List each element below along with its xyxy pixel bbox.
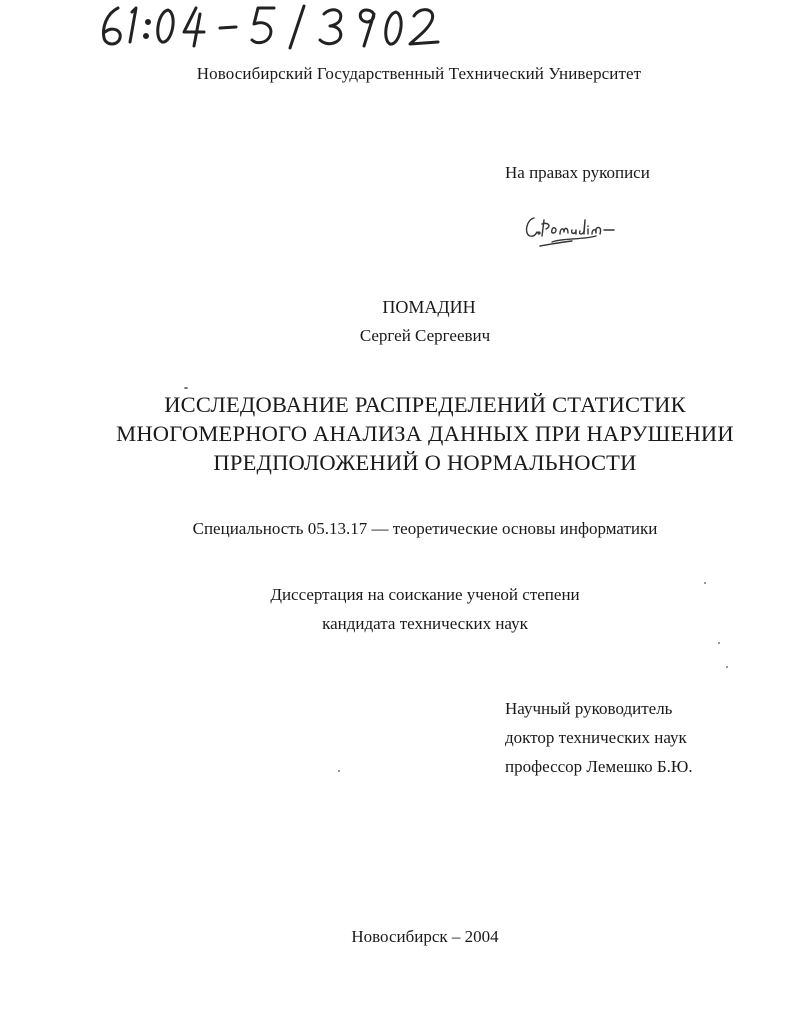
city-year: Новосибирск – 2004 [351, 927, 499, 946]
scan-speck [726, 666, 728, 668]
scan-speck [338, 770, 340, 772]
advisor-line: доктор технических наук [505, 728, 687, 747]
author-signature [522, 212, 632, 252]
scan-speck [704, 582, 706, 584]
author-given-name: Сергей Сергеевич [359, 326, 491, 345]
signature-handwriting [522, 212, 632, 252]
dissertation-title [28, 390, 794, 477]
title-line: МНОГОМЕРНОГО АНАЛИЗА ДАННЫХ ПРИ НАРУШЕНИИ [116, 421, 734, 446]
author-surname: ПОМАДИН [382, 297, 476, 317]
archive-stamp-handwriting [96, 0, 456, 52]
advisor-line: Научный руководитель [505, 699, 673, 718]
scan-speck [184, 387, 188, 389]
degree-line: Диссертация на соискание ученой степени [270, 585, 580, 604]
rights-note: На правах рукописи [505, 163, 650, 182]
degree-line: кандидата технических наук [322, 614, 528, 633]
specialty-line: Специальность 05.13.17 — теоретические основы информатики [192, 519, 658, 538]
university-name: Новосибирский Государственный Технический Университет [196, 64, 642, 83]
title-line: ПРЕДПОЛОЖЕНИЙ О НОРМАЛЬНОСТИ [213, 450, 637, 475]
degree-statement [28, 580, 794, 638]
scientific-advisor [505, 694, 693, 781]
archive-stamp [96, 0, 456, 52]
advisor-line: профессор Лемешко Б.Ю. [505, 757, 693, 776]
scan-speck [718, 642, 720, 644]
title-line: ИССЛЕДОВАНИЕ РАСПРЕДЕЛЕНИЙ СТАТИСТИК [164, 392, 686, 417]
